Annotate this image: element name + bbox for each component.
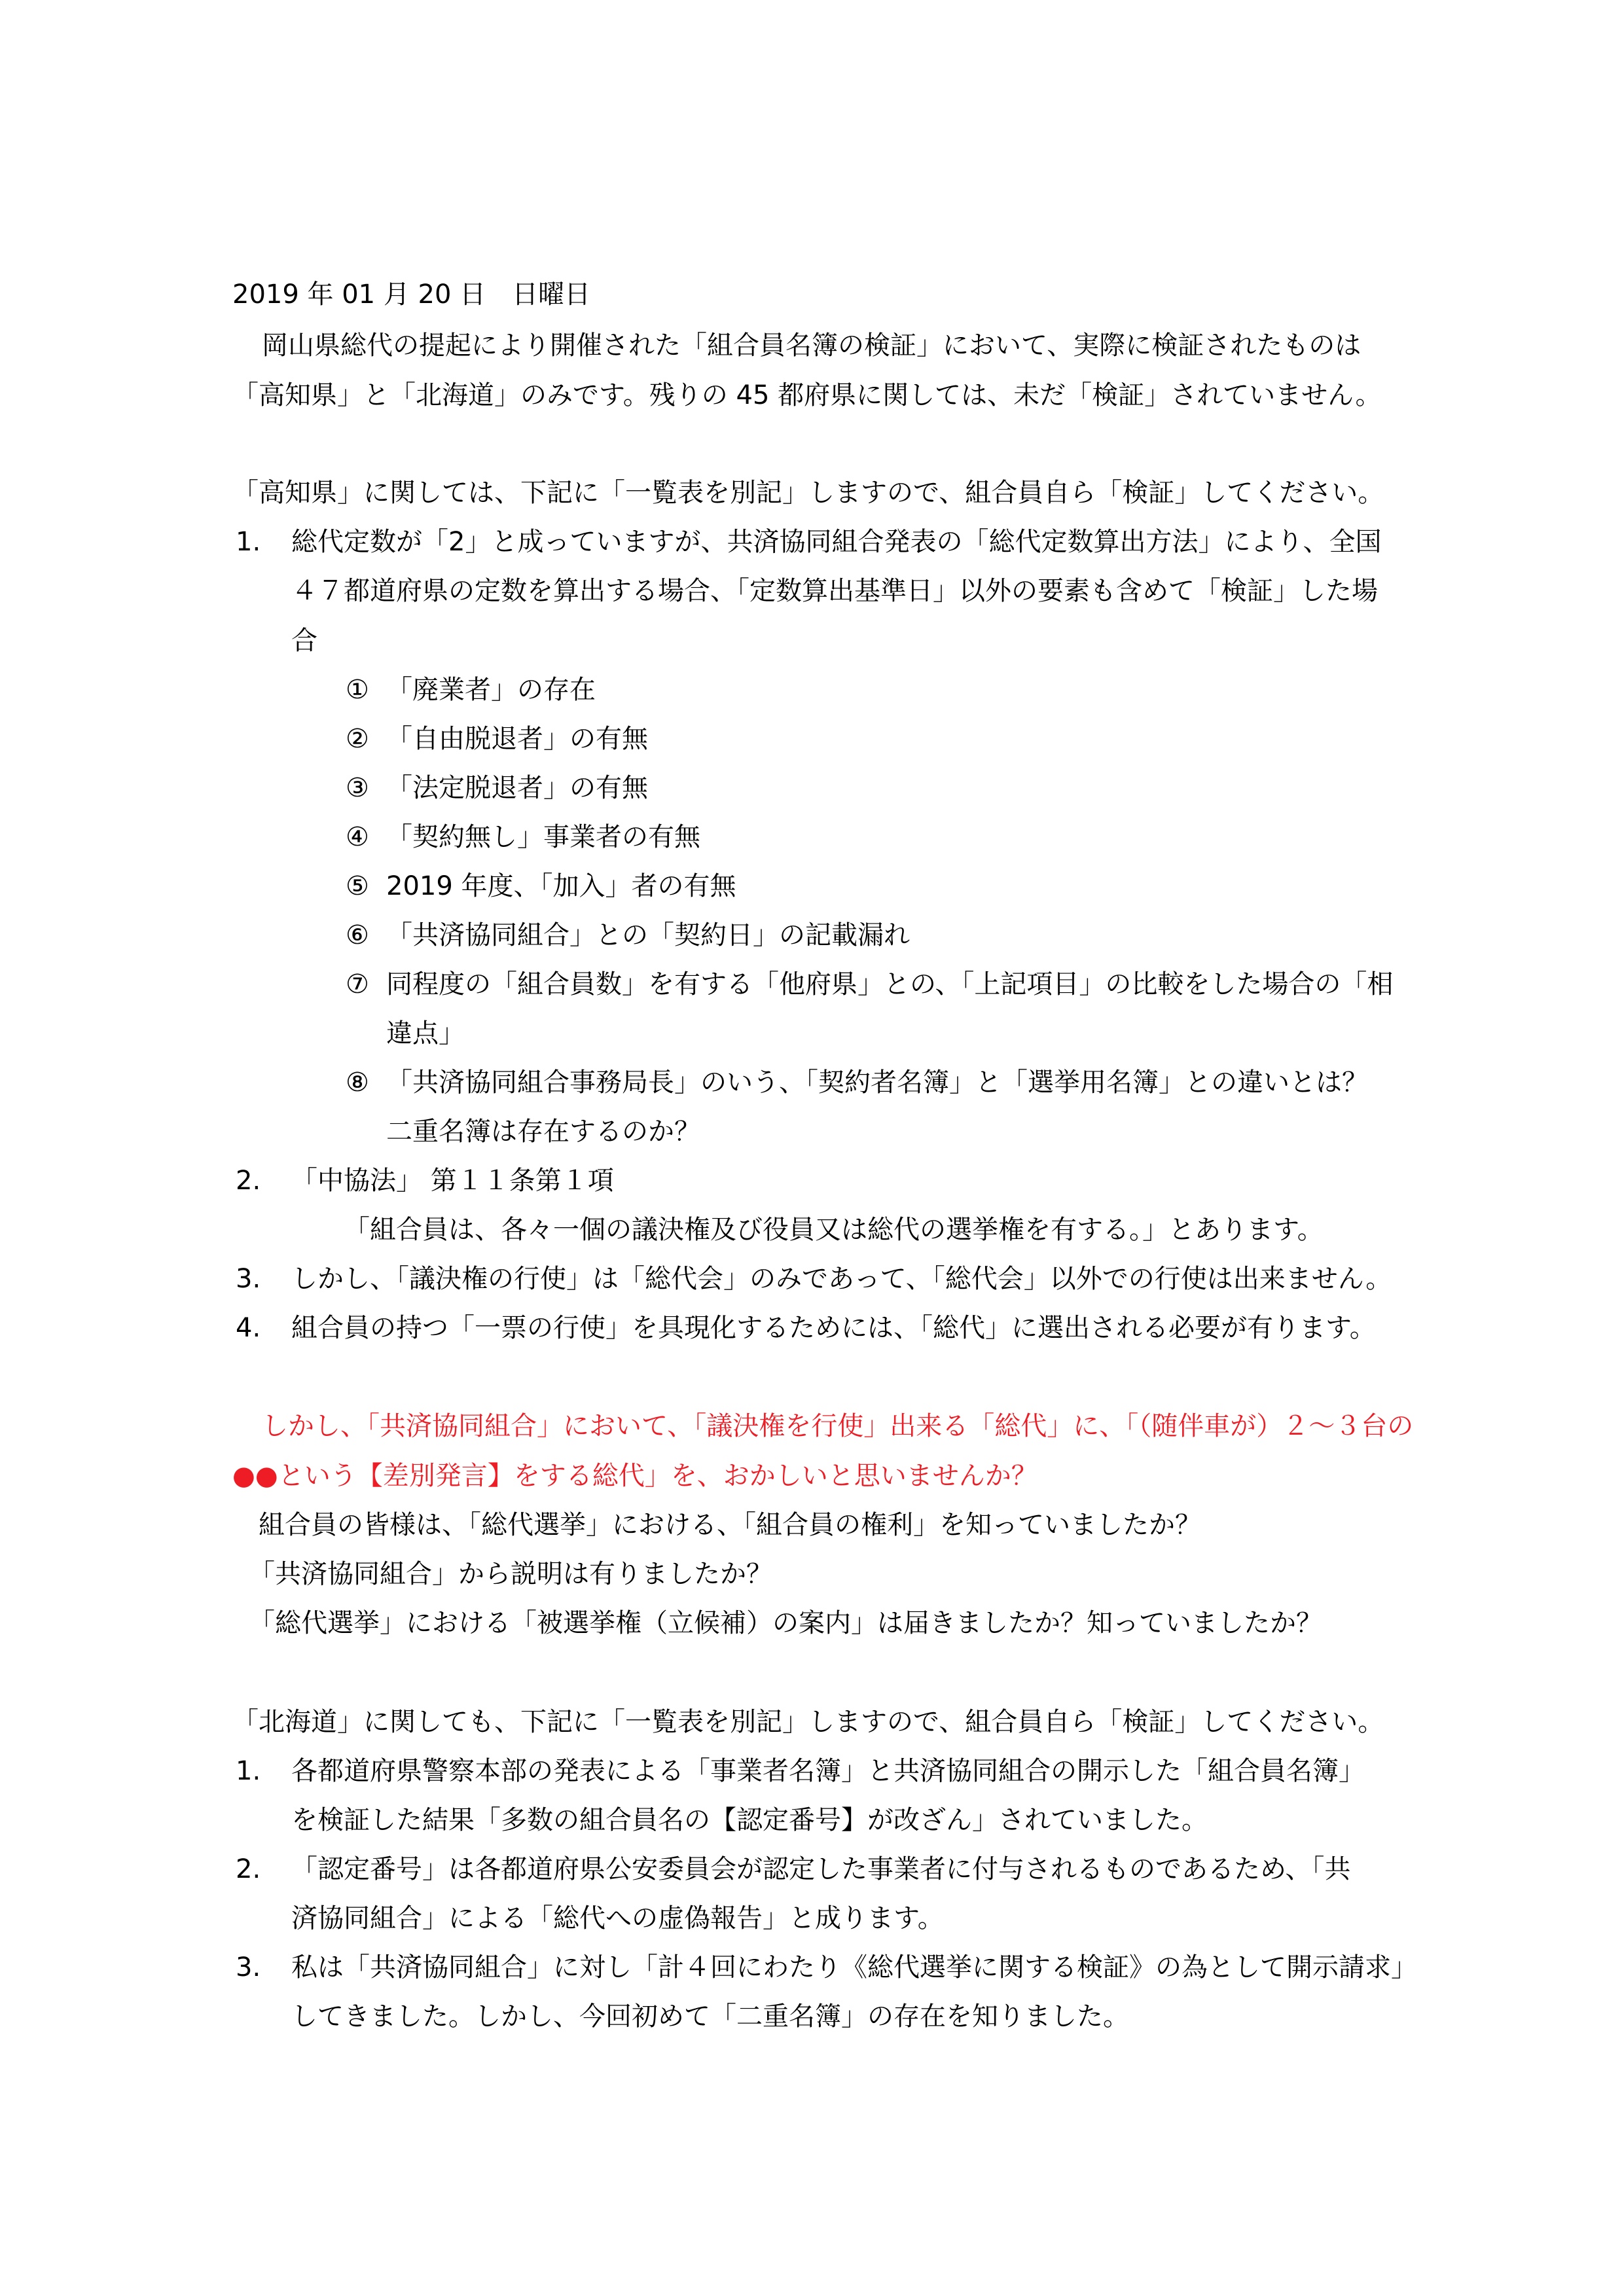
sub-item-7-mark: ⑦ xyxy=(346,969,369,999)
sub-item-1-mark: ① xyxy=(346,675,369,705)
question-1: 組合員の皆様は、「総代選挙」における、「組合員の権利」を知っていましたか？ xyxy=(259,1510,1201,1540)
kochi-item-4-text: 組合員の持つ「一票の行使」を具現化するためには、「総代」に選出される必要が有ります。 xyxy=(291,1313,1376,1343)
question-3: 「総代選挙」における「被選挙権（立候補）の案内」は届きましたか？知っていましたか？ xyxy=(249,1608,1322,1638)
kochi-item-3-number: 3. xyxy=(236,1264,261,1294)
kochi-item-2-text: 「中協法」 第１１条第１項 xyxy=(291,1166,614,1196)
kochi-item-1-number: 1. xyxy=(236,527,261,557)
kochi-item-1-line-2: ４７都道府県の定数を算出する場合、「定数算出基準日」以外の要素も含めて「検証」した場 xyxy=(291,576,1378,606)
sub-item-6-mark: ⑥ xyxy=(346,920,369,950)
sub-item-8-line-1: 「共済協同組合事務局長」のいう、「契約者名簿」と「選挙用名簿」との違いとは？ xyxy=(386,1067,1368,1098)
kochi-item-1-line-1: 総代定数が「2」と成っていますが、共済協同組合発表の「総代定数算出方法」により、全国 xyxy=(291,527,1382,557)
hokkaido-item-1-line-1: 各都道府県警察本部の発表による「事業者名簿」と共済協同組合の開示した「組合員名簿」 xyxy=(291,1756,1365,1786)
alert-note-line-2: ●●という【差別発言】をする総代」を、おかしいと思いませんか？ xyxy=(232,1461,1038,1491)
hokkaido-item-1-number: 1. xyxy=(236,1756,261,1786)
sub-item-1-text: 「廃業者」の存在 xyxy=(386,675,596,705)
sub-item-2-mark: ② xyxy=(346,724,369,754)
question-2: 「共済協同組合」から説明は有りましたか？ xyxy=(249,1559,772,1589)
sub-item-8-mark: ⑧ xyxy=(346,1067,369,1098)
kochi-heading: 「高知県」に関しては、下記に「一覧表を別記」しますので、組合員自ら「検証」してください。 xyxy=(232,478,1384,508)
hokkaido-item-1-line-2: を検証した結果「多数の組合員名の【認定番号】が改ざん」されていました。 xyxy=(291,1805,1208,1835)
sub-item-8-line-2: 二重名簿は存在するのか？ xyxy=(386,1117,700,1147)
kochi-item-2-number: 2. xyxy=(236,1166,261,1196)
hokkaido-heading: 「北海道」に関しても、下記に「一覧表を別記」しますので、組合員自ら「検証」してください。 xyxy=(232,1707,1384,1737)
sub-item-3-text: 「法定脱退者」の有無 xyxy=(386,773,648,803)
intro-line-2: 「高知県」と「北海道」のみです。残りの 45 都府県に関しては、未だ「検証」されていません。 xyxy=(232,380,1382,410)
kochi-item-3-text: しかし、「議決権の行使」は「総代会」のみであって、「総代会」以外での行使は出来ません。 xyxy=(291,1264,1392,1294)
kochi-item-1-line-3: 合 xyxy=(291,626,317,656)
kochi-item-4-number: 4. xyxy=(236,1313,261,1343)
law-quote: 「組合員は、各々一個の議決権及び役員又は総代の選挙権を有する。」とあります。 xyxy=(344,1215,1324,1245)
hokkaido-item-2-line-1: 「認定番号」は各都道府県公安委員会が認定した事業者に付与されるものであるため、「共 xyxy=(291,1854,1351,1884)
hokkaido-item-2-number: 2. xyxy=(236,1854,261,1884)
date-line: 2019 年 01 月 20 日 日曜日 xyxy=(232,279,591,310)
hokkaido-item-3-number: 3. xyxy=(236,1952,261,1982)
sub-item-2-text: 「自由脱退者」の有無 xyxy=(386,724,648,754)
intro-line-1: 岡山県総代の提起により開催された「組合員名簿の検証」において、実際に検証されたものは xyxy=(262,331,1362,361)
alert-note-line-1: しかし、「共済協同組合」において、「議決権を行使」出来る「総代」に、「（随伴車が）２～３台の xyxy=(262,1411,1414,1441)
sub-item-7-line-1: 同程度の「組合員数」を有する「他府県」との、「上記項目」の比較をした場合の「相 xyxy=(386,969,1394,999)
hokkaido-item-3-line-2: してきました。しかし、今回初めて「二重名簿」の存在を知りました。 xyxy=(291,2001,1129,2032)
sub-item-4-text: 「契約無し」事業者の有無 xyxy=(386,822,700,852)
sub-item-5-mark: ⑤ xyxy=(346,871,369,901)
sub-item-7-line-2: 違点」 xyxy=(386,1018,465,1049)
hokkaido-item-3-line-1: 私は「共済協同組合」に対し「計４回にわたり《総代選挙に関する検証》の為として開示請求」 xyxy=(291,1952,1417,1982)
sub-item-3-mark: ③ xyxy=(346,773,369,803)
sub-item-4-mark: ④ xyxy=(346,822,369,852)
sub-item-5-text: 2019 年度、「加入」者の有無 xyxy=(386,871,736,901)
sub-item-6-text: 「共済協同組合」との「契約日」の記載漏れ xyxy=(386,920,910,950)
hokkaido-item-2-line-2: 済協同組合」による「総代への虚偽報告」と成ります。 xyxy=(291,1903,944,1933)
